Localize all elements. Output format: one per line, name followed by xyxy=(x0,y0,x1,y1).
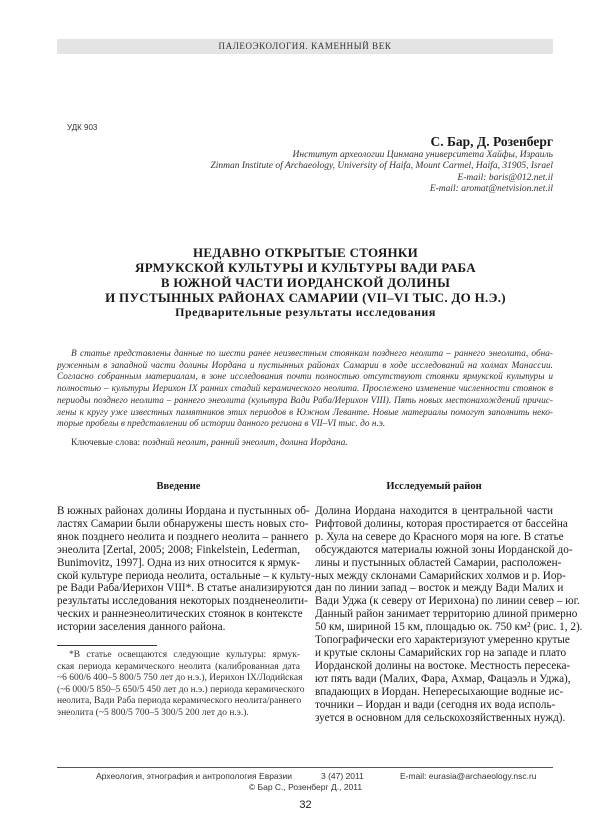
keywords xyxy=(71,438,348,448)
abstract-line: В статье представлены данные по шести ранее неизвестным стоянкам позднего неолита – раннего энеолита, обна- xyxy=(71,349,553,359)
abstract-line: Согласно собранным материалам, в зоне исследования почти полностью отсутствуют стоянки ярмукской культуры и xyxy=(57,372,553,383)
affiliation-en: Zinman Institute of Archaeology, University of Haifa, Mount Carmel, Haifa, 31905, Israel xyxy=(210,161,553,172)
text-line: и крутые склоны Самарийских гор на западе и плато xyxy=(315,646,567,659)
footnote-line: неолита, Вади Раба периода керамического неолита/раннего xyxy=(57,696,302,707)
text-line: зуется в основном для сельскохозяйственных нужд). xyxy=(315,711,566,724)
intro-heading: Введение xyxy=(156,481,201,492)
page-number: 32 xyxy=(299,799,312,811)
affiliation xyxy=(210,150,553,195)
text-line: обсуждаются материалы южной зоны Иорданской до- xyxy=(315,543,573,556)
copyright: © Бар С., Розенберг Д., 2011 xyxy=(248,782,363,792)
footnote-line: ская периода керамического неолита (калиброванная дата xyxy=(57,661,300,672)
footnote-line: *В статье освещаются следующие культуры: ярмук- xyxy=(69,650,300,660)
text-line: истории заселения данного района. xyxy=(57,621,226,634)
title-line: ЯРМУКСКОЙ КУЛЬТУРЫ И КУЛЬТУРЫ ВАДИ РАБА xyxy=(135,260,476,275)
text-line: энеолита [Zertal, 2005; 2008; Finkelstein, Lederman, xyxy=(57,543,300,556)
text-line: ных между склонами Самарийских холмов и р. Иор- xyxy=(315,569,566,582)
text-line: Bunimovitz, 1997]. Одна из них относится к ярмук- xyxy=(57,556,300,569)
text-line: дан по линии запад – восток и между Вади Малих и xyxy=(315,582,564,595)
footnote xyxy=(57,650,305,720)
journal-email: E-mail: eurasia@archaeology.nsc.ru xyxy=(400,771,537,781)
text-line: впадающих в Иордан. Непересыхающие водные ис- xyxy=(315,685,564,698)
footnote-line: (~6 000/5 850–5 650/5 450 лет до н.э.) периода керамического xyxy=(57,684,305,695)
affiliation-ru: Институт археологии Цинмана университета Хайфы, Израиль xyxy=(292,150,553,160)
footnote-divider xyxy=(57,645,157,646)
footnote-line: энеолита (~5 800/5 700–5 300/5 200 лет до н.э.). xyxy=(57,707,249,718)
keywords-label: Ключевые слова: xyxy=(71,438,141,448)
authors: С. Бар, Д. Розенберг xyxy=(430,134,553,149)
text-line: янок позднего неолита и позднего неолита – раннего xyxy=(57,530,309,543)
text-line: ют пять вади (Малих, Фара, Ахмар, Фацаэль и Уджа), xyxy=(315,672,571,685)
text-line: ре Вади Раба/Иерихон VIII*. В статье анализируются xyxy=(57,582,312,595)
journal-issue: 3 (47) 2011 xyxy=(321,771,364,781)
abstract-line: периоды позднего неолита – раннего энеолита (культура Вади Раба/Иерихон VIII). Пять новых местонахождений причис- xyxy=(57,395,553,406)
abstract xyxy=(57,349,553,431)
footer-divider xyxy=(57,767,553,768)
text-line: Данный район занимает территорию длиной примерно xyxy=(315,608,578,621)
title-line: В ЮЖНОЙ ЧАСТИ ИОРДАНСКОЙ ДОЛИНЫ xyxy=(160,275,451,290)
text-line: ской культуре периода неолита, остальные – к культу- xyxy=(57,569,315,582)
text-line: Иорданской долины на востоке. Местность пересека- xyxy=(315,659,571,672)
title-line: И ПУСТЫННЫХ РАЙОНАХ САМАРИИ (VII–VI ТЫС. ДО Н.Э.) xyxy=(105,290,506,305)
text-line: Вади Уджа (к северу от Иерихона) по линии север – юг. xyxy=(315,595,580,608)
text-line: 50 км, шириной 15 км, площадью ок. 750 км² (рис. 1, 2). xyxy=(315,621,583,634)
running-header: ПАЛЕОЭКОЛОГИЯ. КАМЕННЫЙ ВЕК xyxy=(57,39,553,54)
email-2: E-mail: aromat@netvision.net.il xyxy=(429,183,553,194)
article-title xyxy=(0,245,611,320)
text-line: Рифтовой долины, которая простирается от бассейна xyxy=(315,517,568,530)
text-line: р. Хула на севере до Красного моря на юге. В статье xyxy=(315,530,564,543)
keywords-value: поздний неолит, ранний энеолит, долина Иордана. xyxy=(142,438,348,448)
area-text xyxy=(315,505,583,724)
text-line: точники – Иордан и вади (сегодня их вода исполь- xyxy=(315,698,556,711)
text-line: ческих и раннеэнеолитических стоянок в контексте xyxy=(57,608,303,621)
title-line: НЕДАВНО ОТКРЫТЫЕ СТОЯНКИ xyxy=(192,245,419,260)
email-1: E-mail: baris@012.net.il xyxy=(457,172,553,183)
abstract-line: руженным в западной части долины Иордана и пустынных районах Самарии в ходе исследований на холмах Манассии. xyxy=(57,360,553,371)
area-heading: Исследуемый район xyxy=(386,481,482,492)
subtitle: Предварительные результаты исследования xyxy=(175,305,436,319)
footnote-line: ~6 600/6 400–5 800/5 750 лет до н.э.), Иерихон IX/Лодийская xyxy=(57,673,303,684)
abstract-line: лены к кругу уже известных памятников этих периодов в Южном Леванте. Новые материалы помогут заполнить неко- xyxy=(57,407,553,418)
text-line: В южных районах долины Иордана и пустынных об- xyxy=(57,505,310,517)
text-line: результаты исследования некоторых поздненеолити- xyxy=(57,595,308,608)
text-line: Долина Иордана находится в центральной части xyxy=(315,505,553,517)
abstract-line: полностью – культуры Иерихон IX ранних стадий керамического неолита. Прослежено изменение численности стоянок в xyxy=(57,384,553,395)
intro-text xyxy=(57,505,315,634)
abstract-line: торые пробелы в представлении об истории данного региона в VII–VI тыс. до н.э. xyxy=(57,419,386,430)
udk-code: УДК 903 xyxy=(67,123,98,132)
text-line: ластях Самарии были обнаружены шесть новых сто- xyxy=(57,517,309,530)
journal-name: Археология, этнография и антропология Евразии xyxy=(96,771,292,781)
text-line: Топографически его характеризуют умеренно крутые xyxy=(315,634,570,647)
text-line: лины и пустынных областей Самарии, расположен- xyxy=(315,556,562,569)
